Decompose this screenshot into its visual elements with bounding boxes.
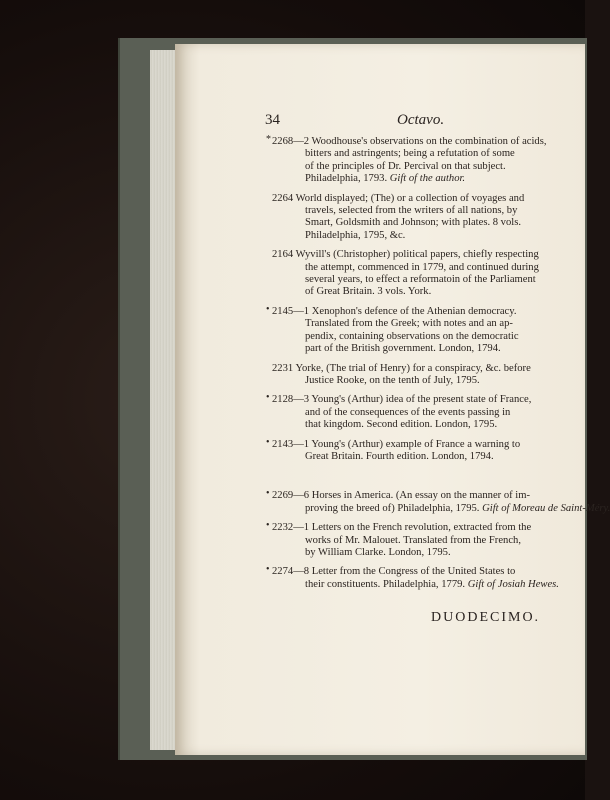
entry-text: 2143—1 Young's (Arthur) example of France a warning to (272, 438, 521, 450)
entry-text: several years, to effect a reformatoin of the Parliament (305, 274, 536, 286)
entry-line (272, 249, 572, 261)
entry-line (272, 502, 610, 515)
entry-line (272, 173, 572, 185)
entry-text: by William Clarke. London, 1795. (305, 546, 451, 558)
catalog-entries (266, 134, 610, 598)
entry-text: bitters and astringents; being a refutation of some (305, 148, 515, 160)
entry-line (272, 522, 572, 534)
entry-marker: • (266, 488, 270, 500)
entry-line (272, 547, 572, 559)
entry-marker: • (266, 392, 270, 404)
entry-line (272, 193, 572, 205)
entry-line (272, 148, 572, 160)
entry-line (272, 205, 572, 217)
gift-note: Gift of Moreau de Saint-Méry. (482, 502, 610, 514)
entry-marker: • (266, 303, 270, 315)
entry-line (272, 439, 572, 451)
entry-line (272, 306, 572, 318)
entry-text: Philadelphia, 1793. (305, 173, 388, 185)
entry-text: part of the British government. London, 1794. (305, 343, 501, 355)
entry-text: Philadelphia, 1795, &c. (305, 229, 406, 241)
entry-line (272, 318, 572, 330)
entry-text: Smart, Goldsmith and Johnson; with plates. 8 vols. (305, 217, 521, 229)
entry-text: 2231 Yorke, (The trial of Henry) for a conspiracy, &c. before (272, 362, 531, 374)
entry-text: the attempt, commenced in 1779, and continued during (305, 261, 539, 273)
entry-marker: • (266, 564, 270, 576)
entry-text: Translated from the Greek; with notes and an ap- (305, 318, 513, 330)
entry-text: 2274—8 Letter from the Congress of the United States to (272, 566, 516, 578)
entry-line (272, 490, 572, 502)
gift-note: Gift of Josiah Hewes. (467, 578, 559, 590)
entry-line (272, 331, 572, 343)
entry-line (272, 343, 572, 355)
catalog-entry (266, 488, 610, 515)
entry-line (272, 161, 572, 173)
entry-line (272, 274, 572, 286)
section-heading: DUODECIMO. (431, 610, 541, 625)
entry-marker: • (266, 436, 270, 448)
gift-note: Gift of the author. (389, 173, 466, 185)
entry-line (272, 375, 572, 387)
entry-line (272, 566, 572, 578)
entry-line (272, 286, 572, 298)
entry-text: 2145—1 Xenophon's defence of the Athenian democracy. (272, 305, 517, 317)
catalog-entry (266, 392, 572, 431)
entry-text: Justice Rooke, on the tenth of July, 1795. (305, 374, 480, 386)
entry-text: their constituents. Philadelphia, 1779. (305, 578, 466, 590)
entry-line (272, 579, 572, 591)
entry-line (272, 394, 572, 406)
entry-text: of the principles of Dr. Percival on that subject. (305, 160, 506, 172)
entry-line (272, 407, 572, 419)
entry-text: works of Mr. Malouet. Translated from the French, (305, 534, 521, 546)
entry-text: that kingdom. Second edition. London, 1795. (305, 419, 498, 431)
entry-line (272, 136, 572, 148)
catalog-entry (266, 134, 572, 186)
catalog-entry (266, 520, 572, 559)
entry-text: and of the consequences of the events passing in (305, 406, 511, 418)
page-header (265, 112, 565, 134)
entry-gap (272, 470, 572, 490)
page-number: 34 (265, 112, 280, 128)
catalog-entry (266, 436, 572, 464)
entry-text: proving the breed of) Philadelphia, 1795. (305, 502, 480, 514)
entry-line (272, 363, 572, 375)
entry-text: 2269—6 Horses in America. (An essay on the manner of im- (272, 490, 531, 502)
catalog-entry (266, 564, 572, 591)
entry-line (272, 217, 572, 229)
entry-line (272, 230, 572, 242)
entry-line (272, 451, 572, 463)
entry-line (272, 535, 572, 547)
entry-text: 2268—2 Woodhouse's observations on the combination of acids, (272, 136, 547, 147)
entry-text: 2128—3 Young's (Arthur) idea of the present state of France, (272, 394, 532, 406)
entry-marker: * (266, 134, 271, 145)
running-title: Octavo. (397, 112, 445, 128)
entry-text: travels, selected from the writers of all nations, by (305, 205, 518, 217)
entry-text: pendix, containing observations on the democratic (305, 330, 519, 342)
entry-line (272, 262, 572, 274)
catalog-entry (272, 363, 572, 388)
entry-text: of Great Britain. 3 vols. York. (305, 286, 432, 298)
entry-text: Great Britain. Fourth edition. London, 1794. (305, 450, 494, 462)
entry-text: 2164 Wyvill's (Christopher) political papers, chiefly respecting (272, 249, 539, 261)
catalog-entry (272, 193, 572, 243)
catalog-entry (272, 249, 572, 299)
entry-line (272, 419, 572, 431)
entry-marker: • (266, 520, 270, 532)
entry-text: 2264 World displayed; (The) or a collection of voyages and (272, 192, 525, 204)
catalog-entry (266, 303, 572, 356)
entry-text: 2232—1 Letters on the French revolution, extracted from the (272, 522, 532, 534)
